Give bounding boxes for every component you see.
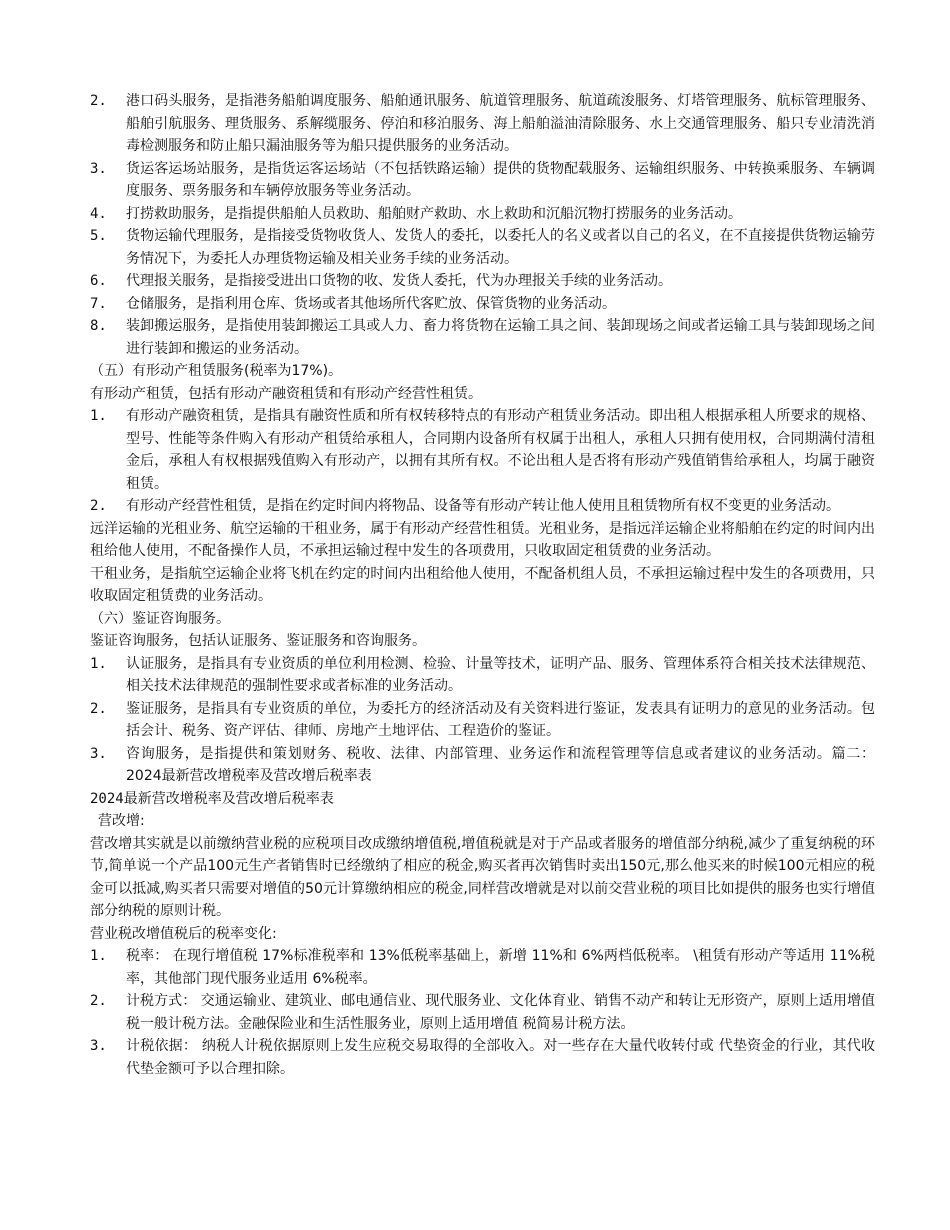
item-text: 认证服务，是指具有专业资质的单位利用检测、检验、计量等技术，证明产品、服务、管理体系符合相关技术法律规范、相关技术法律规范的强制性要求或者标准的业务活动。: [126, 655, 875, 694]
item-text: 代理报关服务，是指接受进出口货物的收、发货人委托，代为办理报关手续的业务活动。: [126, 273, 672, 289]
section-intro: 有形动产租赁，包括有形动产融资租赁和有形动产经营性租赁。: [90, 385, 482, 402]
list-item: [90, 90, 875, 158]
item-text: 装卸搬运服务，是指使用装卸搬运工具或人力、畜力将货物在运输工具之间、装卸现场之间或者运输工具与装卸现场之间进行装卸和搬运的业务活动。: [126, 318, 875, 357]
consulting-list: [90, 653, 875, 788]
item-text: 打捞救助服务，是指提供船舶人员救助、船舶财产救助、水上救助和沉船沉物打捞服务的业务活动。: [126, 205, 742, 222]
section-heading: （六）鉴证咨询服务。: [90, 610, 230, 627]
item-text: 咨询服务，是指提供和策划财务、税收、法律、内部管理、业务运作和流程管理等信息或者建议的业务活动。篇二：2024最新营改增税率及营改增后税率表: [126, 745, 875, 784]
list-item: [90, 293, 875, 316]
item-number: 1.: [90, 948, 107, 964]
paragraph: 干租业务，是指航空运输企业将飞机在约定的时间内出租给他人使用，不配备机组人员，不承担运输过程中发生的各项费用，只收取固定租赁费的业务活动。: [90, 565, 875, 604]
change-list: [90, 945, 875, 1080]
item-number: 4.: [90, 205, 107, 222]
list-item: [90, 405, 875, 495]
yg-paragraph: 营改增其实就是以前缴纳营业税的应税项目改成缴纳增值税,增值税就是对于产品或者服务的增值部分纳税,减少了重复纳税的环节,简单说一个产品100元生产者销售时已经缴纳了相应的税金,购买者再次销售时卖出150元,那么他买来的时候100元相应的税金可以抵减,购买者只需要对增值的50元计算缴纳相应的税金,同样营改增就是对以前交营业税的项目比如提供的服务也实行增值部分纳税的原则计税。: [90, 835, 875, 919]
list-item: [90, 653, 875, 698]
item-text: 税率： 在现行增值税 17%标准税率和 13%低税率基础上，新增 11%和 6%两档低税率。 \租赁有形动产等适用 11%税率，其他部门现代服务业适用 6%税率。: [126, 948, 875, 987]
item-number: 3.: [90, 745, 107, 762]
item-number: 1.: [90, 408, 107, 424]
item-text: 有形动产融资租赁，是指具有融资性质和所有权转移特点的有形动产租赁业务活动。即出租人根据承租人所要求的规格、型号、性能等条件购入有形动产租赁给承租人，合同期内设备所有权属于出租人，承租人只拥有使用权，合同期满付清租金后，承租人有权根据残值购入有形动产，以拥有其所有权。不论出租人是否将有形动产残值销售给承租人，均属于融资租赁。: [126, 408, 875, 492]
list-item: [90, 698, 875, 743]
item-number: 6.: [90, 273, 107, 289]
list-item: [90, 990, 875, 1035]
item-number: 2.: [90, 498, 107, 514]
list-item: [90, 203, 875, 226]
item-number: 1.: [90, 655, 107, 672]
list-item: [90, 270, 875, 293]
item-number: 2.: [90, 700, 107, 717]
item-text: 港口码头服务，是指港务船舶调度服务、船舶通讯服务、航道管理服务、航道疏浚服务、灯塔管理服务、航标管理服务、船舶引航服务、理货服务、系解缆服务、停泊和移泊服务、海上船舶溢油清除服务、水上交通管理服务、船只专业清洗消毒检测服务和防止船只漏油服务等为船只提供服务的业务活动。: [126, 93, 875, 154]
transport-service-list: [90, 90, 875, 360]
item-number: 7.: [90, 295, 107, 312]
item-number: 3.: [90, 1038, 107, 1054]
item-number: 5.: [90, 228, 107, 244]
item-number: 8.: [90, 318, 107, 334]
item-number: 3.: [90, 160, 107, 177]
item-text: 计税方式： 交通运输业、建筑业、邮电通信业、现代服务业、文化体育业、销售不动产和转让无形资产，原则上适用增值税一般计税方法。金融保险业和生活性服务业，原则上适用增值 税简易计税方法。: [126, 993, 875, 1032]
list-item: [90, 743, 875, 788]
list-item: [90, 945, 875, 990]
item-text: 仓储服务，是指利用仓库、货场或者其他场所代客贮放、保管货物的业务活动。: [126, 295, 616, 312]
item-text: 鉴证服务，是指具有专业资质的单位，为委托方的经济活动及有关资料进行鉴证，发表具有证明力的意见的业务活动。包括会计、税务、资产评估、律师、房地产土地评估、工程造价的鉴证。: [126, 700, 875, 739]
item-number: 2.: [90, 93, 107, 109]
item-text: 有形动产经营性租赁，是指在约定时间内将物品、设备等有形动产转让他人使用且租赁物所有权不变更的业务活动。: [126, 498, 840, 514]
list-item: [90, 225, 875, 270]
paragraph: 远洋运输的光租业务、航空运输的干租业务，属于有形动产经营性租赁。光租业务，是指远洋运输企业将船舶在约定的时间内出租给他人使用，不配备操作人员，不承担运输过程中发生的各项费用，只收取固定租赁费的业务活动。: [90, 520, 875, 559]
list-item: [90, 315, 875, 360]
section-heading: （五）有形动产租赁服务(税率为17%)。: [90, 363, 343, 379]
item-text: 货运客运场站服务，是指货运客运场站（不包括铁路运输）提供的货物配载服务、运输组织服务、中转换乘服务、车辆调度服务、票务服务和车辆停放服务等业务活动。: [126, 160, 875, 199]
yg-label: 营改增:: [98, 813, 145, 829]
item-text: 货物运输代理服务，是指接受货物收货人、发货人的委托，以委托人的名义或者以自己的名义，在不直接提供货物运输劳务情况下，为委托人办理货物运输及相关业务手续的业务活动。: [126, 228, 875, 267]
item-number: 2.: [90, 993, 107, 1009]
section-intro: 鉴证咨询服务，包括认证服务、鉴证服务和咨询服务。: [90, 633, 426, 649]
document-page: [90, 90, 875, 1080]
doc-title: 2024最新营改增税率及营改增后税率表: [90, 790, 334, 807]
change-heading: 营业税改增值税后的税率变化:: [90, 925, 277, 942]
list-item: [90, 1035, 875, 1080]
item-text: 计税依据： 纳税人计税依据原则上发生应税交易取得的全部收入。对一些存在大量代收转付或 代垫资金的行业，其代收代垫金额可予以合理扣除。: [126, 1038, 875, 1077]
list-item: [90, 495, 875, 518]
leasing-list: [90, 405, 875, 518]
list-item: [90, 158, 875, 203]
